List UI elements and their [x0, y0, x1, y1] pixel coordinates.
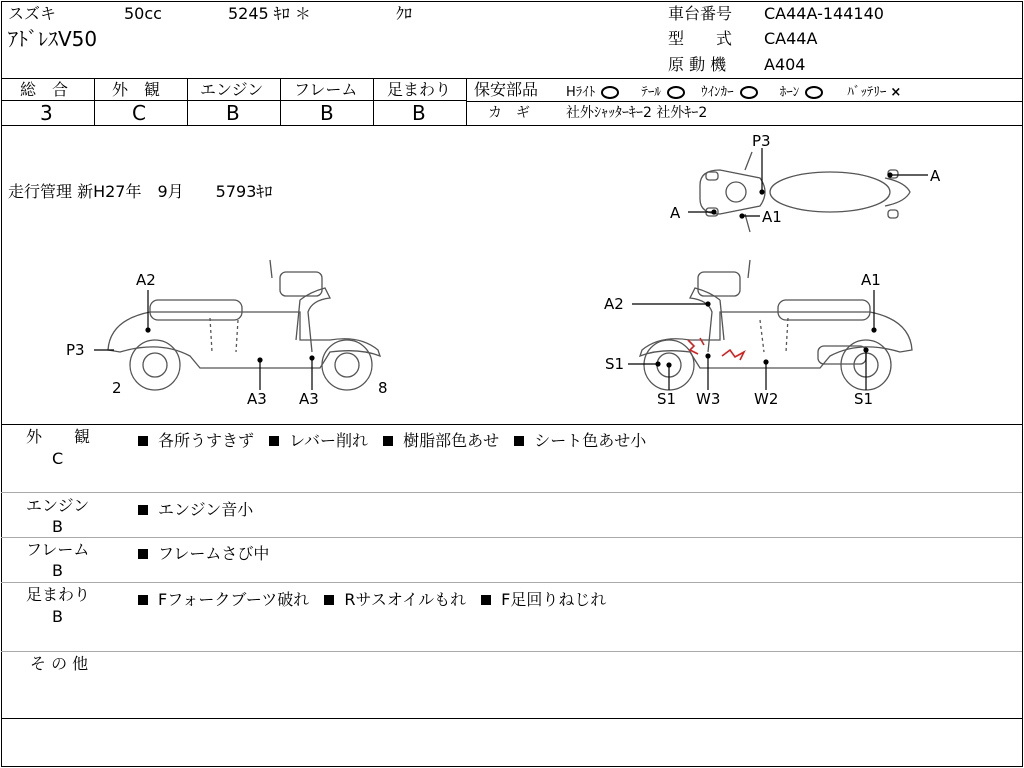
safety-item-tail: ﾃｰﾙ	[641, 81, 685, 100]
engine-value: A404	[764, 55, 806, 74]
bullet-square-icon	[481, 595, 491, 605]
rating-header-engine: エンジン	[200, 80, 264, 99]
rating-header-exterior: 外 観	[112, 80, 161, 99]
section-title-exterior: 外 観	[26, 427, 91, 446]
section-grade-engine: B	[52, 517, 63, 536]
section-notes-frame	[138, 541, 269, 564]
damage-scratch-marks	[688, 338, 744, 360]
divider	[1, 582, 1022, 583]
maker: スズキ	[8, 4, 57, 23]
safety-item-horn: ﾎｰﾝ	[780, 81, 824, 100]
divider	[467, 101, 1022, 102]
bullet-square-icon	[138, 505, 148, 515]
rating-header-suspension: 足まわり	[387, 80, 452, 99]
damage-diagram	[0, 126, 1024, 424]
section-notes-suspension	[138, 587, 606, 610]
note-item: エンジン音小	[138, 500, 253, 519]
label-s1-right-3: S1	[854, 390, 874, 408]
ok-circle-icon	[805, 86, 823, 99]
divider	[94, 78, 95, 125]
label-a-top-right: A	[930, 167, 941, 185]
section-grade-frame: B	[52, 561, 63, 580]
section-notes-engine	[138, 497, 253, 520]
section-grade-suspension: B	[52, 607, 63, 626]
label-2-left: 2	[112, 379, 122, 397]
rating-header-frame: フレーム	[294, 80, 358, 99]
section-notes-exterior	[138, 428, 646, 451]
mileage: 5245 ｷﾛ ＊	[228, 4, 311, 23]
label-a1-top: A1	[762, 208, 782, 226]
divider	[466, 78, 467, 125]
engine-label: 原 動 機	[668, 55, 727, 74]
label-p3-top: P3	[752, 132, 771, 150]
label-a2-left: A2	[136, 271, 156, 289]
ng-cross-icon: ×	[890, 85, 902, 100]
divider	[187, 78, 188, 125]
bullet-square-icon	[138, 549, 148, 559]
section-grade-exterior: C	[52, 449, 64, 468]
frame-no-label: 車台番号	[668, 4, 733, 23]
inspection-record: 走行管理 新H27年 9月 5793ｷﾛ	[8, 182, 273, 201]
top-view-scooter	[700, 152, 910, 232]
note-item: シート色あせ小	[514, 431, 646, 450]
note-item: Rサスオイルもれ	[324, 590, 466, 609]
bullet-square-icon	[383, 436, 393, 446]
color: ｸﾛ	[396, 4, 413, 23]
label-a3-left-2: A3	[299, 390, 319, 408]
divider	[1, 424, 1022, 425]
note-item: 樹脂部色あせ	[383, 431, 499, 450]
rating-value-exterior: C	[132, 101, 146, 125]
divider	[373, 78, 374, 125]
rating-value-overall: 3	[40, 101, 53, 125]
key-label: カ ギ	[488, 105, 530, 121]
label-w3-right: W3	[696, 390, 721, 408]
rating-value-suspension: B	[412, 101, 426, 125]
label-s1-right-2: S1	[657, 390, 677, 408]
bullet-square-icon	[324, 595, 334, 605]
section-title-suspension: 足まわり	[26, 585, 91, 604]
safety-items	[566, 81, 913, 100]
label-8-left: 8	[378, 379, 388, 397]
label-w2-right: W2	[754, 390, 779, 408]
label-a1-right: A1	[861, 271, 881, 289]
section-title-frame: フレーム	[26, 540, 90, 559]
divider	[280, 78, 281, 125]
section-title-engine: エンジン	[26, 496, 90, 515]
safety-item-battery: ﾊﾞｯﾃﾘｰ ×	[847, 85, 902, 100]
label-a3-left-1: A3	[247, 390, 267, 408]
note-item: 各所うすきず	[138, 431, 254, 450]
rating-value-engine: B	[226, 101, 240, 125]
section-title-other: そ の 他	[30, 654, 89, 673]
ok-circle-icon	[740, 86, 758, 99]
bullet-square-icon	[514, 436, 524, 446]
key-value: 社外ｼｬｯﾀｰｷｰ2 社外ｷｰ2	[566, 105, 708, 121]
label-p3-left: P3	[66, 341, 85, 359]
divider	[1, 492, 1022, 493]
label-s1-right-1: S1	[605, 355, 625, 373]
type-value: CA44A	[764, 29, 818, 48]
rating-header-overall: 総 合	[20, 80, 69, 99]
ok-circle-icon	[601, 86, 619, 99]
bullet-square-icon	[269, 436, 279, 446]
model-name: ｱﾄﾞﾚｽV50	[8, 27, 98, 51]
ok-circle-icon	[667, 86, 685, 99]
bullet-square-icon	[138, 595, 148, 605]
note-item: レバー削れ	[269, 431, 368, 450]
bullet-square-icon	[138, 436, 148, 446]
safety-label: 保安部品	[474, 80, 539, 99]
note-item: Fフォークブーツ破れ	[138, 590, 309, 609]
divider	[1, 78, 1022, 79]
divider	[1, 718, 1022, 719]
note-item: F足回りねじれ	[481, 590, 606, 609]
label-a2-right: A2	[604, 295, 624, 313]
safety-item-headlight: Hﾗｲﾄ	[566, 81, 619, 100]
divider	[1, 537, 1022, 538]
type-label: 型 式	[668, 29, 733, 48]
callout-lines	[94, 148, 928, 390]
safety-item-winker: ｳｲﾝｶｰ	[701, 81, 758, 100]
displacement: 50cc	[124, 4, 162, 23]
frame-no-value: CA44A-144140	[764, 4, 884, 23]
label-a-top-left: A	[670, 204, 681, 222]
note-item: フレームさび中	[138, 544, 269, 563]
rating-value-frame: B	[320, 101, 334, 125]
divider	[1, 651, 1022, 652]
